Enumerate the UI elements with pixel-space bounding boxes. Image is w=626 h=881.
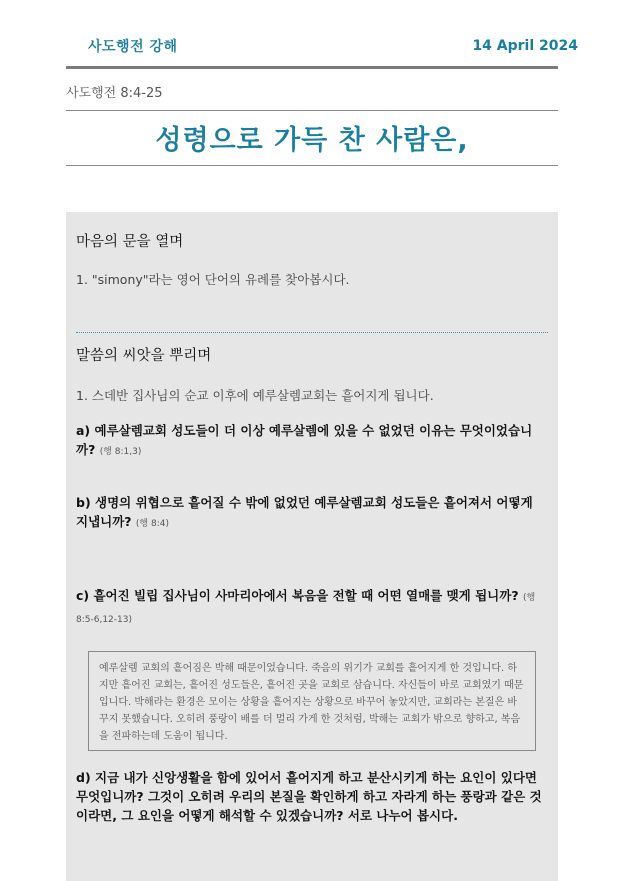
section2-item: 1. 스데반 집사님의 순교 이후에 예루살렘교회는 흩어지게 됩니다. [76,388,434,403]
study-panel [66,212,558,881]
question-b-ref: (행 8:4) [135,519,169,529]
commentary-box: 예루살렘 교회의 흩어짐은 박해 때문이었습니다. 죽음의 위기가 교회를 흩어지게 한 것입니다. 하지만 흩어진 교회는, 흩어진 성도들은, 흩어진 곳을 교회로 삼습니다. 자신들이 바로 교회였기 때문입니다. 박해라는 환경은 모이는 상황을 흩어지는 상황으로 바꾸어 놓았지만, 교회라는 본질은 바꾸지 못했습니다. 오히려 풍랑이 배를 더 멀리 가게 한 것처럼, 박해는 교회가 밖으로 향하고, 복음을 전파하는데 도움이 됩니다. [88,651,536,751]
question-c-ref: (행 8:5-6,12-13) [76,593,536,625]
question-a-ref: (행 8:1,3) [99,447,142,457]
scripture-reference: 사도행전 8:4-25 [66,86,163,101]
title-divider-top [66,110,558,111]
page-title: 성령으로 가득 찬 사람은, [155,125,469,156]
question-c-text: c) 흩어진 빌립 집사님이 사마리아에서 복음을 전할 때 어떤 열매를 맺게 됩니까? [76,588,519,603]
section-divider [76,332,548,333]
header-divider [66,66,558,69]
date: 14 April 2024 [472,38,578,54]
title-divider-bottom [66,165,558,166]
question-c [76,586,546,630]
series-title: 사도행전 강해 [88,39,178,55]
section-title-sow-word: 말씀의 씨앗을 뿌리며 [76,348,212,364]
section1-item: 1. "simony"라는 영어 단어의 유례를 찾아봅시다. [76,272,350,287]
section-title-open-heart: 마음의 문을 열며 [76,234,184,250]
question-b-text: b) 생명의 위협으로 흩어질 수 밖에 없었던 예루살렘교회 성도들은 흩어져서 어떻게 지냅니까? [76,495,533,529]
question-a [76,421,546,462]
page-header [88,36,578,60]
question-d: d) 지금 내가 신앙생활을 함에 있어서 흩어지게 하고 분산시키게 하는 요인이 있다면 무엇입니까? 그것이 오히려 우리의 본질을 확인하게 하고 자라게 하는 풍랑과 같은 것이라면, 그 요인을 어떻게 해석할 수 있겠습니까? 서로 나누어 봅시다. [76,770,542,823]
question-a-text: a) 예루살렘교회 성도들이 더 이상 예루살렘에 있을 수 없었던 이유는 무엇이었습니까? [76,423,533,457]
question-b [76,493,546,534]
